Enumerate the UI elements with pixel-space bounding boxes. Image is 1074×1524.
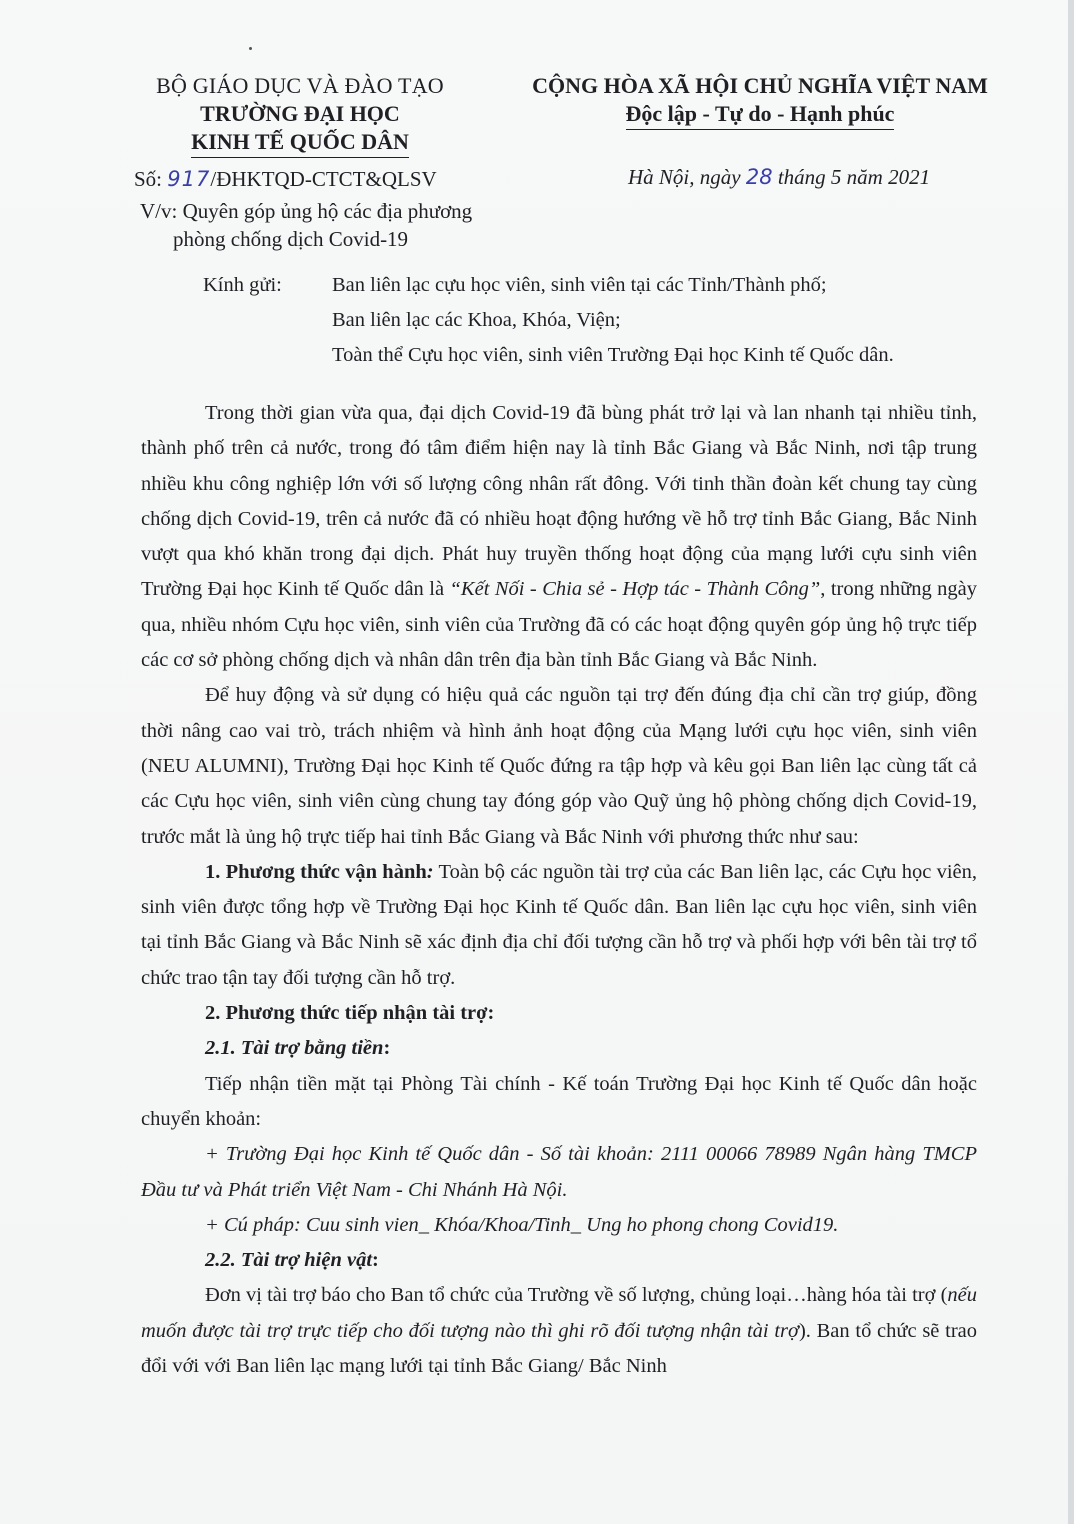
- bank-account-info: + Trường Đại học Kinh tế Quốc dân - Số tài khoản: 2111 00066 78989 Ngân hàng TMCP Đầu tư và Phát triển Việt Nam - Chi Nhánh Hà Nội.: [141, 1143, 977, 1201]
- section-2-2-colon: :: [372, 1249, 379, 1272]
- subject-line-2: phòng chống dịch Covid-19: [173, 227, 409, 251]
- document-subject: [140, 197, 472, 253]
- document-number-handwritten: 917: [167, 167, 211, 191]
- national-motto: Độc lập - Tự do - Hạnh phúc: [626, 100, 895, 130]
- national-heading: [500, 72, 1020, 130]
- subject-line-1: V/v: Quyên góp ủng hộ các địa phương: [140, 199, 473, 223]
- recipients-label: Kính gửi:: [203, 274, 282, 296]
- issuer-block: [110, 72, 490, 158]
- document-number-prefix: Số:: [134, 167, 168, 191]
- date-prefix: Hà Nội, ngày: [628, 165, 746, 189]
- section-2-1-text: Tiếp nhận tiền mặt tại Phòng Tài chính - Kế toán Trường Đại học Kinh tế Quốc dân hoặc chuyển khoản:: [141, 1072, 977, 1130]
- section-2-1-title: 2.1. Tài trợ bằng tiền: [205, 1037, 384, 1060]
- paragraph-text: Đơn vị tài trợ báo cho Ban tổ chức của Trường về số lượng, chủng loại…hàng hóa tài trợ (: [205, 1284, 948, 1307]
- paragraph-text: ). Ban tổ chức sẽ trao đổi với với Ban liên lạc mạng lưới tại tỉnh Bắc Giang/ Bắc Ninh: [141, 1319, 977, 1378]
- country-name: CỘNG HÒA XÃ HỘI CHỦ NGHĨA VIỆT NAM: [532, 73, 988, 98]
- section-operation: [141, 855, 977, 996]
- document-date: [628, 165, 930, 190]
- scan-speck: [249, 47, 252, 50]
- slogan-text: “Kết Nối - Chia sẻ - Hợp tác - Thành Công”: [449, 578, 821, 601]
- section-1-title: 1. Phương thức vận hành: [205, 860, 427, 883]
- recipient-item: Toàn thể Cựu học viên, sinh viên Trường Đại học Kinh tế Quốc dân.: [332, 344, 894, 366]
- paragraph-situation: [141, 396, 977, 678]
- ministry-name: BỘ GIÁO DỤC VÀ ĐÀO TẠO: [156, 73, 444, 98]
- section-1-text: Toàn bộ các nguồn tài trợ của các Ban liên lạc, các Cựu học viên, sinh viên được tổng hợp về Trường Đại học Kinh tế Quốc dân. Ban liên lạc cựu học viên, sinh viên tại tỉnh Bắc Giang và Bắc Ninh sẽ xác định địa chỉ đối tượng cần hỗ trợ và phối hợp với bên tài trợ tổ chức trao tận tay đối tượng cần hỗ trợ.: [141, 860, 978, 989]
- paragraph-text: , trong những ngày qua, nhiều nhóm Cựu học viên, sinh viên của Trường đã có các hoạt động quyên góp ủng hộ trực tiếp các cơ sở phòng chống dịch và nhân dân trên địa bàn tỉnh Bắc Giang và Bắc Ninh.: [141, 578, 978, 672]
- document-number-suffix: /ĐHKTQD-CTCT&QLSV: [210, 167, 437, 191]
- section-2-2-title: 2.2. Tài trợ hiện vật: [205, 1249, 373, 1272]
- section-2-1-heading: [141, 1031, 977, 1066]
- university-name-line2: KINH TẾ QUỐC DÂN: [191, 128, 409, 158]
- section-2-2-text: [141, 1278, 977, 1384]
- recipient-item: Ban liên lạc cựu học viên, sinh viên tại các Tỉnh/Thành phố;: [332, 274, 827, 296]
- recipient-item: Ban liên lạc các Khoa, Khóa, Viện;: [332, 309, 621, 331]
- document-number: [134, 167, 437, 192]
- section-1-colon: :: [426, 860, 434, 883]
- transfer-syntax: + Cú pháp: Cuu sinh vien_ Khóa/Khoa/Tinh_ Ung ho phong chong Covid19.: [205, 1213, 839, 1236]
- university-name-line1: TRƯỜNG ĐẠI HỌC: [200, 101, 400, 126]
- page-edge-shadow: [1068, 0, 1074, 1524]
- section-2-title: 2. Phương thức tiếp nhận tài trợ:: [205, 1002, 495, 1025]
- letter-body: [141, 396, 977, 1384]
- date-day-handwritten: 28: [745, 165, 773, 189]
- date-suffix: tháng 5 năm 2021: [772, 165, 931, 189]
- section-2-2-heading: [141, 1243, 977, 1278]
- italic-note: nếu muốn được tài trợ trực tiếp cho đối tượng nào thì ghi rõ đối tượng nhận tài trợ: [141, 1284, 977, 1342]
- section-2-1-colon: :: [383, 1037, 391, 1060]
- recipients-block: [203, 268, 894, 373]
- paragraph-call-to-action: Để huy động và sử dụng có hiệu quả các nguồn tại trợ đến đúng địa chỉ cần trợ giúp, đồng thời nâng cao vai trò, trách nhiệm và hình ảnh hoạt động của Mạng lưới cựu học viên, sinh viên (NEU ALUMNI), Trường Đại học Kinh tế Quốc đứng ra tập hợp và kêu gọi Ban liên lạc cùng tất cả các Cựu học viên, sinh viên cùng chung tay đóng góp vào Quỹ ủng hộ phòng chống dịch Covid-19, trước mắt là ủng hộ trực tiếp hai tỉnh Bắc Giang và Bắc Ninh với phương thức như sau:: [141, 684, 977, 848]
- paragraph-text: Trong thời gian vừa qua, đại dịch Covid-19 đã bùng phát trở lại và lan nhanh tại nhiều tỉnh, thành phố trên cả nước, trong đó tâm điểm hiện nay là tỉnh Bắc Giang và Bắc Ninh, nơi tập trung nhiều khu công nghiệp lớn với số lượng công nhân rất đông. Với tinh thần đoàn kết chung tay cùng chống dịch Covid-19, trên cả nước đã có nhiều hoạt động hướng về hỗ trợ tỉnh Bắc Giang, Bắc Ninh vượt qua khó khăn trong đại dịch. Phát huy truyền thống hoạt động của mạng lưới cựu sinh viên Trường Đại học Kinh tế Quốc dân là: [141, 402, 977, 601]
